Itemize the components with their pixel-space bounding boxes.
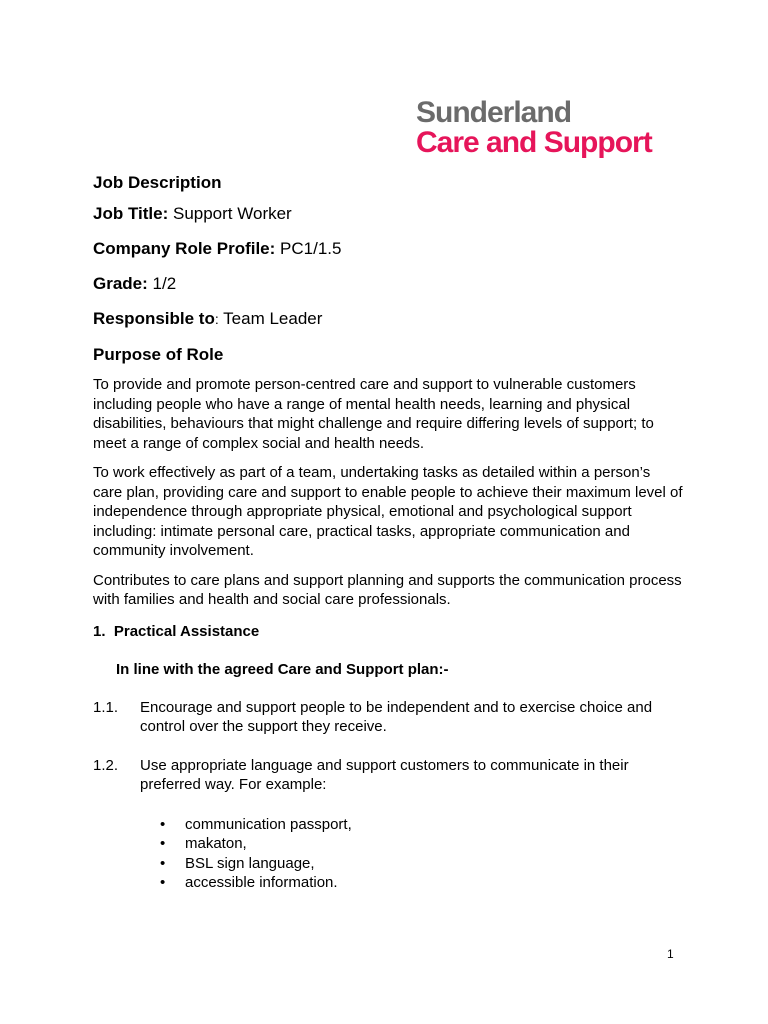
purpose-paragraph: Contributes to care plans and support planning and supports the communication process with families and health and social care professionals.	[93, 571, 682, 608]
role-profile-label: Company Role Profile:	[93, 239, 276, 258]
purpose-paragraph: To work effectively as part of a team, undertaking tasks as detailed within a person’s care plan, providing care and support to enable people to achieve their maximum level of independence through appropriate physical, emotional and psychological support including: intimate personal care, practical tasks, appropriate communication and community involvement.	[93, 464, 683, 559]
item-number: 1.1.	[93, 698, 119, 716]
numbered-item	[93, 756, 683, 795]
document-content	[93, 172, 683, 893]
examples-bullet-list	[158, 815, 683, 893]
section-1-number: 1.	[93, 622, 106, 640]
item-text: Encourage and support people to be independent and to exercise choice and control over the support they receive.	[140, 698, 653, 735]
page-number: 1	[667, 947, 674, 961]
document-heading: Job Description	[93, 173, 222, 192]
bullet-item	[158, 834, 683, 854]
bullet-dot: •	[160, 815, 166, 833]
grade-value: 1/2	[152, 274, 177, 293]
grade-label: Grade:	[93, 274, 148, 293]
bullet-dot: •	[160, 874, 166, 891]
numbered-item	[93, 698, 683, 737]
bullet-text: makaton,	[185, 835, 247, 852]
responsible-to-label: Responsible to	[93, 309, 215, 328]
item-text: Use appropriate language and support customers to communicate in their preferred way. For example:	[140, 756, 629, 793]
section-1-heading	[93, 622, 683, 641]
job-title-field	[93, 203, 683, 224]
bullet-item	[158, 815, 683, 835]
role-profile-value: PC1/1.5	[280, 239, 342, 258]
responsible-to-value: Team Leader	[223, 309, 323, 328]
logo-line-sunderland: Sunderland	[416, 96, 572, 129]
job-title-label: Job Title:	[93, 204, 169, 223]
bullet-item	[158, 873, 683, 893]
sunderland-care-and-support-logo	[416, 98, 676, 158]
bullet-text: accessible information.	[185, 874, 338, 891]
bullet-text: communication passport,	[185, 815, 352, 833]
responsible-to-field	[93, 308, 683, 330]
purpose-heading: Purpose of Role	[93, 345, 224, 364]
section-1-subheading: In line with the agreed Care and Support plan:-	[116, 660, 449, 678]
purpose-paragraph: To provide and promote person-centred care and support to vulnerable customers including people who have a range of mental health needs, learning and physical disabilities, behaviours that might challenge and require differing levels of support; to meet a range of complex social and health needs.	[93, 376, 654, 452]
bullet-item	[158, 854, 683, 874]
responsible-to-colon: :	[214, 311, 219, 327]
bullet-dot: •	[160, 854, 166, 872]
item-number: 1.2.	[93, 756, 119, 774]
role-profile-field	[93, 238, 683, 259]
section-1-title: Practical Assistance	[113, 622, 260, 640]
grade-field	[93, 273, 683, 294]
job-title-value: Support Worker	[172, 204, 292, 223]
bullet-dot: •	[160, 835, 166, 852]
bullet-text: BSL sign language,	[185, 854, 315, 872]
logo-line-care-and-support: Care and Support	[416, 126, 652, 159]
